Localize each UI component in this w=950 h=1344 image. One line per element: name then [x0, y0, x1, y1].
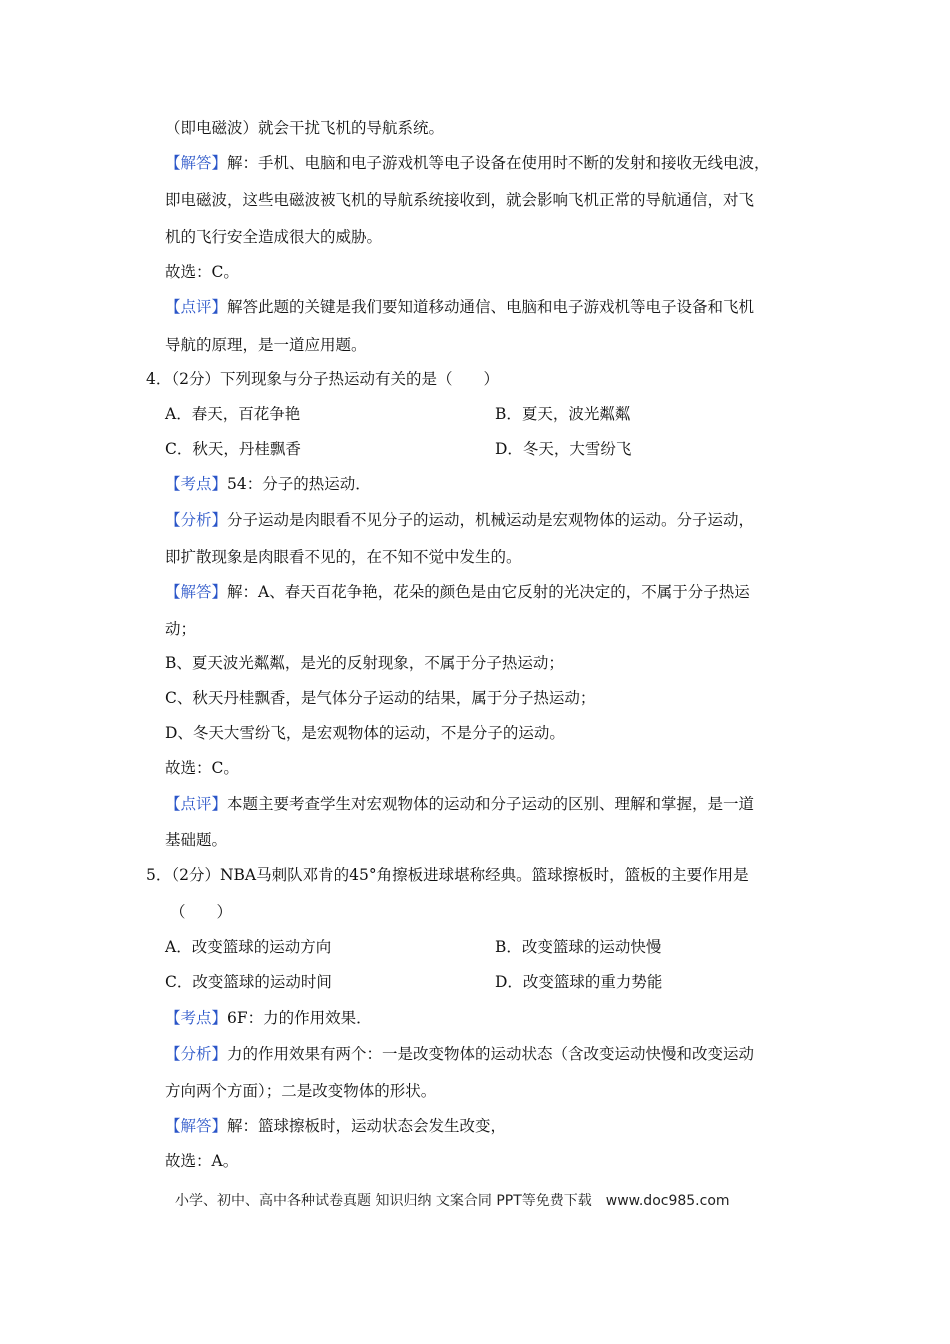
- page-footer: 小学、初中、高中各种试卷真题 知识归纳 文案合同 PPT等免费下载 www.doc985.com: [175, 1193, 730, 1209]
- q4-answer-line-d: D、冬天大雪纷飞，是宏观物体的运动，不是分子的运动。: [165, 724, 565, 742]
- q4-answer-line-c: C、秋天丹桂飘香，是气体分子运动的结果，属于分子热运动；: [165, 689, 596, 707]
- knowledge-tag: 考点: [180, 1009, 212, 1027]
- bracket-open: 【: [165, 583, 181, 601]
- bracket-open: 【: [165, 1009, 181, 1027]
- q4-analysis-line-1: [165, 510, 754, 530]
- q4-option-b: B．夏天，波光粼粼: [495, 405, 631, 423]
- q5-analysis-line-2: 方向两个方面）；二是改变物体的形状。: [165, 1082, 437, 1100]
- bracket-close: 】: [211, 1009, 228, 1027]
- q4-option-a: A．春天，百花争艳: [165, 405, 301, 423]
- bracket-open: 【: [165, 1117, 181, 1135]
- bracket-close: 】: [211, 298, 228, 316]
- bracket-open: 【: [165, 511, 181, 529]
- answer-text: 解：篮球擦板时，运动状态会发生改变，: [227, 1117, 507, 1135]
- bracket-open: 【: [165, 795, 181, 813]
- q3-answer-line-2: 即电磁波，这些电磁波被飞机的导航系统接收到，就会影响飞机正常的导航通信，对飞: [165, 191, 755, 209]
- answer-text: 解：手机、电脑和电子游戏机等电子设备在使用时不断的发射和接收无线电波，: [227, 154, 770, 172]
- analysis-tag: 分析: [180, 1045, 212, 1063]
- q3-answer-line-1: [165, 153, 770, 173]
- answer-tag: 解答: [180, 1117, 212, 1135]
- bracket-close: 】: [211, 1117, 228, 1135]
- bracket-open: 【: [165, 475, 181, 493]
- q5-choice: 故选：A。: [165, 1152, 239, 1170]
- bracket-close: 】: [211, 1045, 228, 1063]
- q4-option-c: C．秋天，丹桂飘香: [165, 440, 301, 458]
- q4-analysis-line-2: 即扩散现象是肉眼看不见的，在不知不觉中发生的。: [165, 548, 522, 566]
- analysis-text: 力的作用效果有两个：一是改变物体的运动状态（含改变运动快慢和改变运动: [227, 1045, 755, 1063]
- bracket-open: 【: [165, 298, 181, 316]
- q4-option-d: D．冬天，大雪纷飞: [495, 440, 632, 458]
- q4-comment-line-2: 基础题。: [165, 831, 228, 849]
- bracket-close: 】: [211, 154, 228, 172]
- bracket-close: 】: [211, 511, 228, 529]
- q4-answer-line-2: 动；: [165, 620, 197, 638]
- q3-comment-line-1: [165, 297, 754, 317]
- analysis-text: 分子运动是肉眼看不见分子的运动，机械运动是宏观物体的运动。分子运动，: [227, 511, 755, 529]
- q4-knowledge-point: [165, 474, 371, 494]
- q5-analysis-line-1: [165, 1044, 754, 1064]
- bracket-close: 】: [211, 583, 228, 601]
- answer-text: 解：A、春天百花争艳，花朵的颜色是由它反射的光决定的，不属于分子热运: [227, 583, 750, 601]
- analysis-tag: 分析: [180, 511, 212, 529]
- q4-comment-line-1: [165, 794, 754, 814]
- q5-option-d: D．改变篮球的重力势能: [495, 973, 663, 991]
- bracket-close: 】: [211, 475, 228, 493]
- knowledge-tag: 考点: [180, 475, 212, 493]
- q5-stem-line-2: （ ）: [170, 903, 233, 921]
- answer-tag: 解答: [180, 154, 212, 172]
- q5-option-a: A．改变篮球的运动方向: [165, 938, 332, 956]
- q4-answer-line-1: [165, 582, 750, 602]
- comment-tag: 点评: [180, 298, 212, 316]
- q4-answer-line-b: B、夏天波光粼粼，是光的反射现象，不属于分子热运动；: [165, 654, 564, 672]
- q5-answer-line-1: [165, 1116, 506, 1136]
- q3-choice: 故选：C。: [165, 263, 239, 281]
- knowledge-text: 54：分子的热运动．: [227, 475, 371, 493]
- comment-tag: 点评: [180, 795, 212, 813]
- comment-text: 解答此题的关键是我们要知道移动通信、电脑和电子游戏机等电子设备和飞机: [227, 298, 755, 316]
- q5-knowledge-point: [165, 1008, 372, 1028]
- bracket-open: 【: [165, 1045, 181, 1063]
- q5-stem-line-1: 5．（2分）NBA马刺队邓肯的45°角擦板进球堪称经典。篮球擦板时，篮板的主要作用是: [146, 866, 749, 884]
- q3-analysis-continuation: （即电磁波）就会干扰飞机的导航系统。: [165, 119, 445, 137]
- q3-comment-line-2: 导航的原理，是一道应用题。: [165, 336, 367, 354]
- q3-answer-line-3: 机的飞行安全造成很大的威胁。: [165, 228, 383, 246]
- q5-option-b: B．改变篮球的运动快慢: [495, 938, 662, 956]
- q4-stem: 4．（2分）下列现象与分子热运动有关的是（ ）: [146, 370, 499, 388]
- q4-choice: 故选：C。: [165, 759, 239, 777]
- q5-option-c: C．改变篮球的运动时间: [165, 973, 332, 991]
- bracket-open: 【: [165, 154, 181, 172]
- comment-text: 本题主要考查学生对宏观物体的运动和分子运动的区别、理解和掌握，是一道: [227, 795, 755, 813]
- answer-tag: 解答: [180, 583, 212, 601]
- knowledge-text: 6F：力的作用效果．: [227, 1009, 372, 1027]
- bracket-close: 】: [211, 795, 228, 813]
